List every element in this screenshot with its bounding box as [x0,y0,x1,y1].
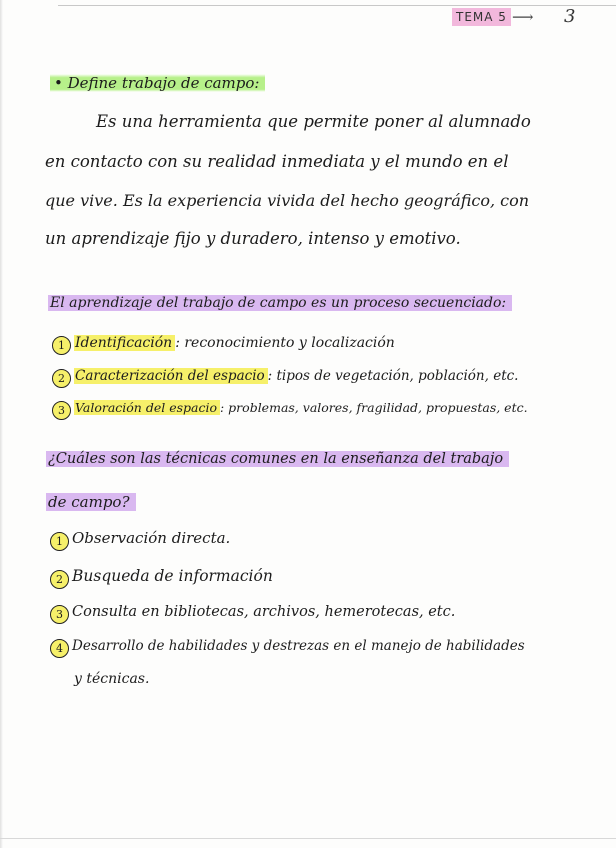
item-text: Consulta en bibliotecas, archivos, hemerotecas, etc. [72,604,456,620]
paragraph-line: un aprendizaje fijo y duradero, intenso y emotivo. [45,229,461,248]
paragraph-line: que vive. Es la experiencia vivida del hecho geográfico, con [45,191,530,210]
topic-header [452,8,592,28]
number-badge: 2 [52,369,71,388]
list-item [50,566,273,589]
arrow-icon: ⟶ [512,8,534,26]
highlighted-term: Valoración del espacio [74,400,220,415]
item-text: Observación directa. [72,529,231,547]
process-title-text: El aprendizaje del trabajo de campo es un proceso secuenciado: [48,295,512,311]
item-description: : problemas, valores, fragilidad, propuestas, etc. [220,400,528,415]
list-item [52,366,518,388]
top-rule [58,5,616,6]
bottom-rule [0,838,616,839]
list-item [52,333,395,355]
number-badge: 3 [52,401,71,420]
techniques-title-line1: ¿Cuáles son las técnicas comunes en la enseñanza del trabajo [46,451,509,467]
page-edge-shadow [0,0,3,848]
item-text: Busqueda de información [72,567,273,585]
list-item [50,528,230,551]
number-badge: 4 [50,639,69,658]
paragraph-line: en contacto con su realidad inmediata y el mundo en el [45,152,509,171]
item-text: Desarrollo de habilidades y destrezas en el manejo de habilidades [72,638,525,654]
topic-tag: TEMA 5 [452,8,511,26]
section-title-definition [50,73,265,93]
techniques-title-line2: de campo? [46,493,136,511]
definition-title-text: • Define trabajo de campo: [50,74,265,92]
item-description: : reconocimiento y localización [175,335,395,351]
highlighted-term: Caracterización del espacio [74,368,268,384]
page-number: 3 [564,6,576,27]
item-description: : tipos de vegetación, población, etc. [267,368,519,384]
paragraph-line: Es una herramienta que permite poner al alumnado [96,112,531,131]
section-title-process [48,293,512,313]
number-badge: 3 [50,605,69,624]
section-title-techniques-cont [46,492,136,512]
list-item [52,398,528,420]
list-item [50,636,525,658]
number-badge: 1 [50,532,69,551]
section-title-techniques [46,449,509,469]
list-item [50,602,455,624]
number-badge: 1 [52,336,71,355]
number-badge: 2 [50,570,69,589]
list-item-continuation: y técnicas. [74,671,150,687]
highlighted-term: Identificación [74,335,175,351]
